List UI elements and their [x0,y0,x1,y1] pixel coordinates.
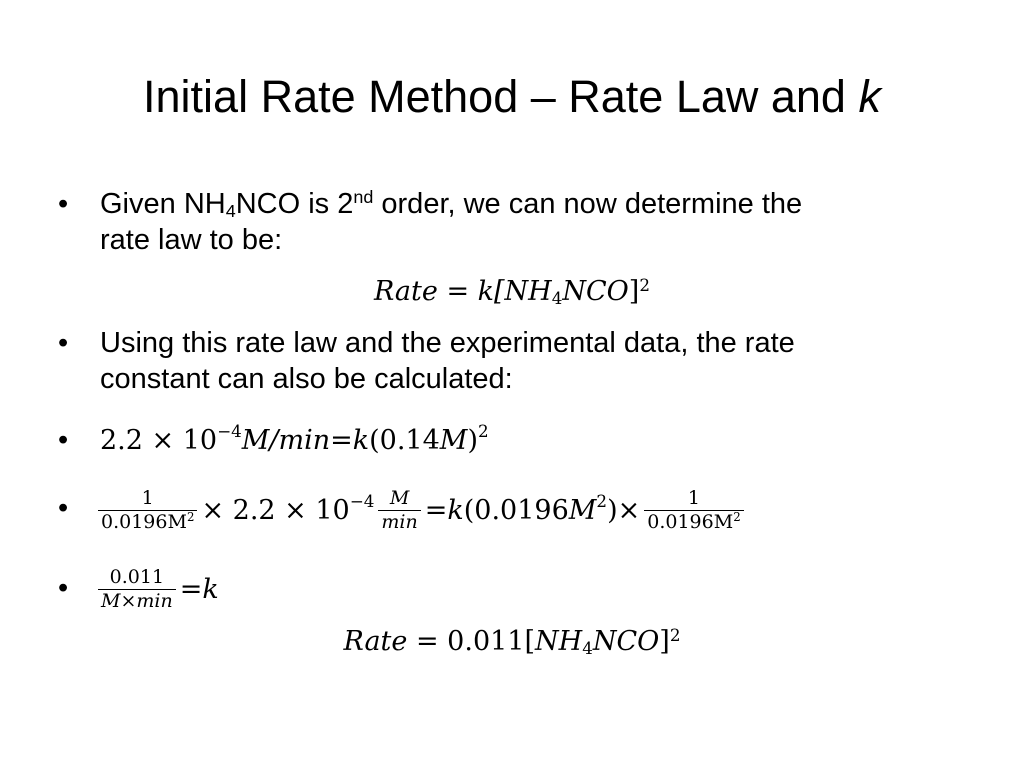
rate-law-equation: Rate = $k[NH_4NCO]^2$ [373,274,650,309]
bullet-2: • [58,327,69,359]
bullet-text-1-line-2: rate law to be: [100,224,283,256]
equation-rate-value: 2.2 × 10 $^{-4}$ M/min = k (0.14 M ) $^2$ [100,420,489,456]
bullet-text-1 [100,186,960,258]
fraction-2: $\frac{M}{\min}$ [378,487,420,534]
equation-k-value: $\frac{0.011}{M\times\min}$ = k [98,554,219,624]
title-k: k [858,71,881,122]
final-rate-law-equation: Rate = $0.011[NH_4NCO]^2$ [343,624,681,659]
title-text: Initial Rate Method – Rate Law and [143,71,859,122]
fraction-1: $\frac{1}{0.0196M^2}$ [98,487,197,534]
bullet-text-2 [100,325,960,397]
bullet-5: • [58,572,69,604]
slide-title [0,62,1024,132]
fraction-3: $\frac{1}{0.0196M^2}$ [644,487,743,534]
bullet-3: • [58,424,69,456]
bullet-text-1-line-1: Given $NH_4NCO$ is 2nd order, we can now determine the [100,187,803,222]
bullet-1: • [58,188,69,220]
bullet-text-2-line-1: Using this rate law and the experimental data, the rate [100,327,795,359]
bullet-text-2-line-2: constant can also be calculated: [100,363,513,395]
equation-multiply-both-sides: $\frac{1}{0.0196M^2}$ × 2.2 × 10 $^{-4}$ $\frac{M}{\min}$ = k (0.0196 M $^2$ ) × $\frac{1}{0.0196M^2}$ [98,474,748,546]
bullet-4: • [58,492,69,524]
fraction-k: $\frac{0.011}{M\times\min}$ [98,566,176,613]
